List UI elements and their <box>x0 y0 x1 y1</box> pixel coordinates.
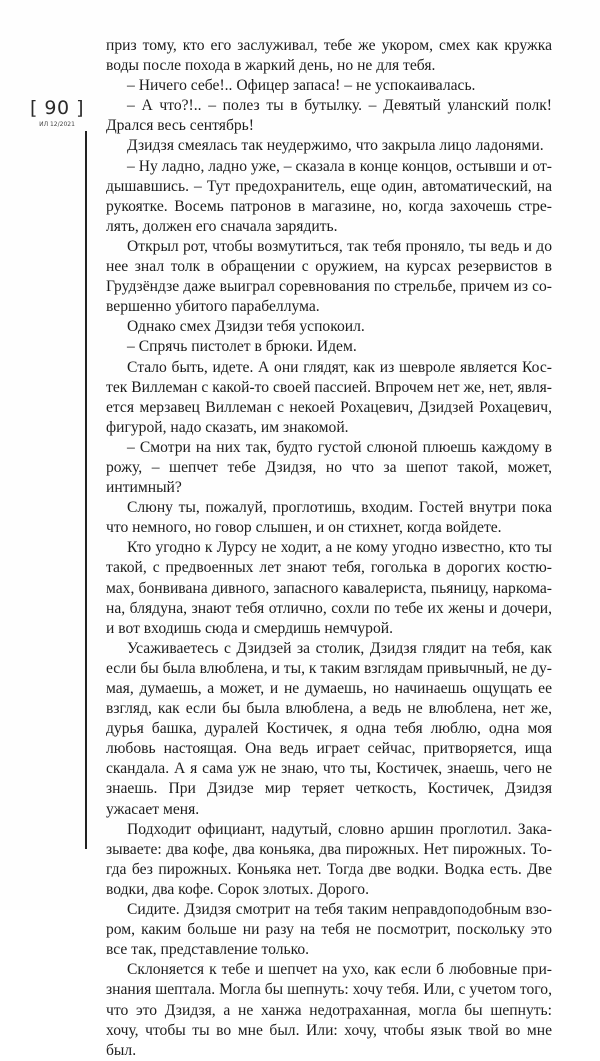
body-text <box>106 36 552 1061</box>
paragraph: – Ну ладно, ладно уже, – сказала в конце концов, остывши и отдышавшись. – Тут предохранитель, еще один, автоматический, на рукоятке. Восемь патронов в магазине, но, когда захочешь стрелять, должен его сначала зарядить. <box>106 157 552 235</box>
margin-vertical-rule <box>85 131 87 849</box>
paragraph: Склоняется к тебе и шепчет на ухо, как если б любовные признания шептала. Могла бы шепнуть: хочу тебя. Или, с учетом того, что это Дзидзя, а не ханжа недотраханная, могла бы шепнуть: хочу, чтобы ты во мне был. Или: хочу, чтобы язык твой во мне был. <box>106 961 552 1059</box>
paragraph: Сидите. Дзидзя смотрит на тебя таким неправдоподобным взором, каким больше ни разу на тебя не посмотрит, поскольку это все так, представление только. <box>106 901 552 959</box>
paragraph: Кто угодно к Лурсу не ходит, а не кому угодно известно, кто ты такой, с предвоенных лет знают тебя, гоголька в дорогих костюмах, бонвивана дивного, запасного кавалериста, пьяницу, наркомана, блядуна, знают тебя отлично, сохли по тебе их жены и дочери, и вот входишь сюда и смердишь немчурой. <box>106 539 552 637</box>
paragraph: – Ничего себе!.. Офицер запаса! – не успокаивалась. <box>127 77 476 95</box>
paragraph: Открыл рот, чтобы возмутиться, так тебя проняло, ты ведь и до нее знал толк в обращении с оружием, на курсах резервистов в Грудзёндзе даже выиграл соревнования по стрельбе, причем из совершенно убитого парабеллума. <box>106 237 552 316</box>
paragraph: Однако смех Дзидзи тебя успокоил. <box>127 318 365 336</box>
paragraph: Усаживаетесь с Дзидзей за столик, Дзидзя глядит на тебя, как если бы была влюблена, и ты, к таким взглядам привычный, не думая, думаешь, а может, и не думаешь, но начинаешь ощущать ее взгляд, как если бы была влюблена, а ведь не влюблена, нет же, дурья башка, дуралей Костичек, я одна тебя люблю, одна моя любовь настоящая. Она ведь играет сейчас, притворяется, ища скандала. А я сама уж не знаю, что ты, Костичек, знаешь, чего не знаешь. При Дзидзе мир теряет четкость, Костичек, Дзидзя ужасает меня. <box>106 639 552 818</box>
paragraph: – А что?!.. – полез ты в бутылку. – Девятый уланский полк! Дрался весь сентябрь! <box>106 97 552 135</box>
paragraph: приз тому, кто его заслуживал, тебе же укором, смех как кружка воды после похода в жаркий день, но не для тебя. <box>106 37 552 75</box>
paragraph: – Смотри на них так, будто густой слюной плюешь каждому в рожу, – шепчет тебе Дзидзя, но что за шепот такой, может, интимный? <box>106 438 552 497</box>
paragraph: Слюну ты, пожалуй, проглотишь, входим. Гостей внутри пока что немного, но говор слышен, и он стихнет, когда войдете. <box>106 499 552 537</box>
paragraph: Подходит официант, надутый, словно аршин проглотил. Заказываете: два кофе, два коньяка, два пирожных. Нет пирожных. Тогда без пирожных. Коньяка нет. Тогда две водки. Водка есть. Две водки, два кофе. Сорок злотых. Дорого. <box>106 820 552 898</box>
issue-label: ИЛ 12/2021 <box>39 121 75 128</box>
paragraph: – Спрячь пистолет в брюки. Идем. <box>127 338 357 356</box>
paragraph: Дзидзя смеялась так неудержимо, что закрыла лицо ладонями. <box>127 137 544 155</box>
page-number: [ 90 ] <box>29 97 85 119</box>
paragraph: Стало быть, идете. А они глядят, как из шевроле является Костек Виллеман с какой-то своей пассией. Впрочем нет же, нет, является мерзавец Виллеман с некоей Рохацевич, Дзидзей Рохацевич, фигурой, надо сказать, им знакомой. <box>106 358 552 436</box>
margin-header <box>28 97 86 128</box>
